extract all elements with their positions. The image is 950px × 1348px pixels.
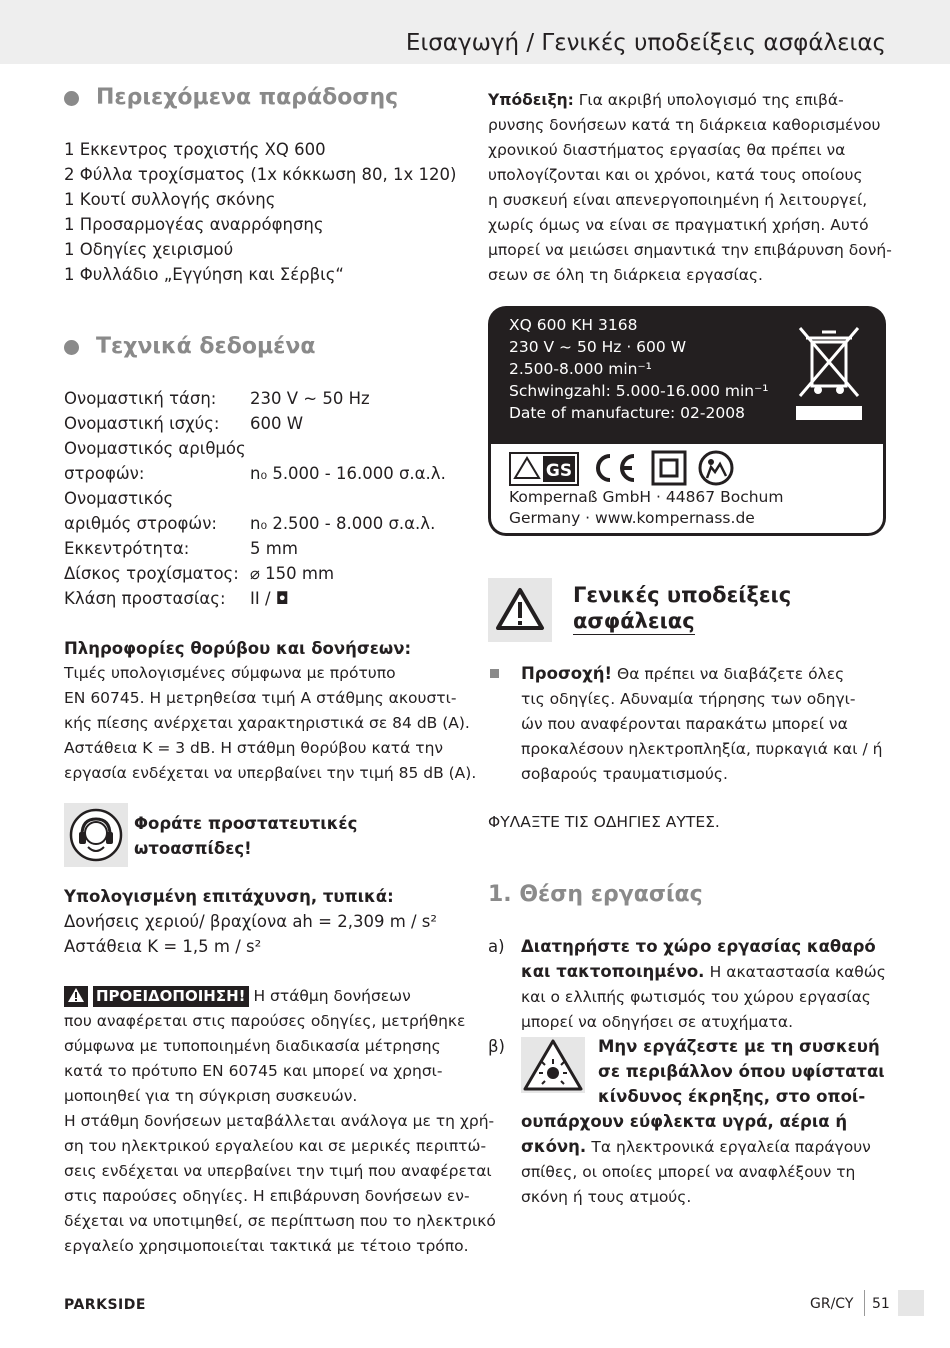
ear-note-line: Φοράτε προστατευτικές [134, 814, 358, 833]
spec-value: 600 W [250, 414, 304, 433]
spec-label: Δίσκος τροχίσματος: [64, 564, 239, 583]
warning-line: ση του ηλεκτρικού εργαλείου και σε μερικές περιπτώ- [64, 1137, 487, 1155]
warning-triangle-icon [64, 986, 88, 1007]
item-b-rest: Τα ηλεκτρονικά εργαλεία παράγουν [591, 1138, 871, 1156]
attention-line: προκαλέσουν ηλεκτροπληξία, πυρκαγιά και / ή [521, 740, 883, 758]
plate-line: XQ 600 KH 3168 [509, 316, 638, 334]
noise-line: κής πίεσης ανέρχεται χαρακτηριστικά σε 84 dB (A). [64, 714, 470, 732]
warning-line: σεις ενδέχεται να υπερβαίνει την τιμή που αναφέρεται [64, 1162, 492, 1180]
item-a-line: μπορεί να οδηγήσει σε ατυχήματα. [521, 1013, 794, 1031]
accel-heading: Υπολογισμένη επιτάχυνση, τυπικά: [64, 887, 394, 906]
attention-line: σοβαρούς τραυματισμούς. [521, 765, 728, 783]
spec-row [64, 386, 464, 411]
spec-value: 230 V ~ 50 Hz [250, 389, 370, 408]
warning-line: στις παρούσες οδηγίες. Η επιβάρυνση δονήσεων εν- [64, 1187, 470, 1205]
explosion-hazard-icon [521, 1037, 585, 1093]
plate-info-area [491, 444, 883, 533]
workplace-heading [488, 880, 703, 910]
spec-row [64, 486, 464, 511]
warning-line: σύμφωνα με τυποποιημένη διαδικασία μέτρησης [64, 1037, 441, 1055]
hint-line: χωρίς όμως να είναι σε πραγματική χρήση. Αυτό [488, 216, 869, 234]
hint-line: χρονικού διαστήματος εργασίας θα πρέπει να [488, 141, 846, 159]
item-b-line: σκόνη ή τους ατμούς. [521, 1188, 692, 1206]
list-item: 1 Κουτί συλλογής σκόνης [64, 190, 276, 209]
list-item: 1 Προσαρμογέας αναρρόφησης [64, 215, 324, 234]
noise-line: Τιμές υπολογισμένες σύμφωνα με πρότυπο [64, 664, 396, 682]
warning-line: Η στάθμη δονήσεων μεταβάλλεται ανάλογα με τη χρή- [64, 1112, 495, 1130]
warning-triangle-icon [488, 578, 552, 642]
spec-label: Ονομαστικός αριθμός [64, 439, 246, 458]
spec-value: 5 mm [250, 539, 298, 558]
list-item: 2 Φύλλα τροχίσματος (1x κόκκωση 80, 1x 120) [64, 165, 457, 184]
footer-tab [898, 1290, 924, 1316]
rating-plate [488, 306, 886, 536]
page-header [0, 0, 950, 64]
attention-line: ών που αναφέρονται παρακάτω μπορεί να [521, 715, 848, 733]
spec-label: Κλάση προστασίας: [64, 589, 226, 608]
section-bullet [64, 91, 79, 106]
spec-label: στροφών: [64, 464, 145, 483]
plate-company: Germany · www.kompernass.de [509, 509, 755, 527]
hint-line: υπολογίζονται και οι χρόνοι, κατά τους οποίους [488, 166, 863, 184]
plate-line: 2.500-8.000 min⁻¹ [509, 360, 652, 378]
warning-section [64, 984, 496, 1259]
delivery-heading: Περιεχόμενα παράδοσης [96, 85, 399, 110]
spec-label: αριθμός στροφών: [64, 514, 217, 533]
page-title: Εισαγωγή / Γενικές υποδείξεις ασφάλειας [405, 30, 886, 56]
warning-line: εργαλείο χρησιμοποιείται τακτικά με τέτοιο τρόπο. [64, 1237, 469, 1255]
hint-label: Υπόδειξη: [488, 91, 574, 109]
spec-value: n₀ 5.000 - 16.000 σ.α.λ. [250, 464, 446, 483]
spec-label: Ονομαστική τάση: [64, 389, 217, 408]
safety-heading-line: ασφάλειας [573, 609, 695, 633]
plate-line: 230 V ~ 50 Hz · 600 W [509, 338, 687, 356]
spec-table [64, 386, 464, 611]
tech-heading: Τεχνικά δεδομένα [96, 334, 316, 359]
hint-first: Για ακριβή υπολογισμό της επιβά- [578, 91, 844, 109]
attention-section [521, 661, 891, 787]
warning-line: μοποιηθεί για τη σύγκριση συσκευών. [64, 1087, 358, 1105]
spec-row [64, 511, 464, 536]
workplace-title: Θέση εργασίας [519, 882, 703, 907]
ear-note [134, 811, 434, 861]
item-a-bold: Διατηρήστε το χώρο εργασίας καθαρό [521, 937, 876, 956]
section-bullet [64, 340, 79, 355]
plate-line: Date of manufacture: 02-2008 [509, 404, 745, 422]
language-code: GR/CY [810, 1296, 854, 1312]
accel-line: Αστάθεια K = 1,5 m / s² [64, 937, 262, 956]
hint-line: σεων σε όλη τη διάρκεια εργασίας. [488, 266, 763, 284]
ear-protection-icon [64, 803, 128, 867]
attention-line: τις οδηγίες. Αδυναμία τήρησης των οδηγι- [521, 690, 856, 708]
svg-text:GS: GS [545, 461, 573, 481]
spec-row [64, 586, 464, 611]
warning-line: κατά το πρότυπο EN 60745 και μπορεί να χρησι- [64, 1062, 443, 1080]
list-item: 1 Οδηγίες χειρισμού [64, 240, 234, 259]
workplace-item-b [521, 1109, 901, 1210]
delivery-list [64, 137, 464, 287]
item-b-bold: ουπάρχουν εύφλεκτα υγρά, αέρια ή [521, 1112, 848, 1131]
item-b-bold: κίνδυνος έκρηξης, στο οποί- [598, 1087, 866, 1106]
item-marker: a) [488, 937, 505, 956]
accel-section [64, 884, 464, 959]
accel-line: Δονήσεις χεριού/ βραχίονα ah = 2,309 m / s² [64, 912, 438, 931]
item-b-bold: σκόνη. [521, 1137, 587, 1156]
warning-line: που αναφέρεται στις παρούσες οδηγίες, μετρήθηκε [64, 1012, 466, 1030]
noise-heading: Πληροφορίες θορύβου και δονήσεων: [64, 639, 412, 658]
workplace-item-a [521, 934, 901, 1035]
hint-section [488, 88, 892, 288]
noise-section [64, 636, 477, 786]
plate-line: Schwingzahl: 5.000-16.000 min⁻¹ [509, 382, 769, 400]
hint-line: ρυνσης δονήσεων κατά τη διάρκεια καθορισμένου [488, 116, 881, 134]
workplace-number: 1. [488, 882, 512, 907]
spec-label: Ονομαστική ισχύς: [64, 414, 220, 433]
safety-heading [573, 582, 873, 635]
ear-note-line: ωτοασπίδες! [134, 839, 252, 858]
weee-bin-icon [794, 324, 864, 429]
page-number: 51 [872, 1296, 890, 1312]
attention-label: Προσοχή! [521, 664, 613, 683]
safety-heading-line: Γενικές υποδείξεις [573, 583, 792, 607]
hint-line: μπορεί να μειώσει σημαντικά την επιβάρυνση δονή- [488, 241, 892, 259]
noise-line: EN 60745. Η μετρηθείσα τιμή Α στάθμης ακουστι- [64, 689, 457, 707]
spec-row [64, 461, 464, 486]
noise-line: εργασία ενδέχεται να υπερβαίνει την τιμή 85 dB (A). [64, 764, 477, 782]
footer-divider [864, 1290, 865, 1316]
warning-label: ΠΡΟΕΙΔΟΠΟΙΗΣΗ! [93, 986, 249, 1007]
item-b-line: σπίθες, οι οποίες μπορεί να αναφλέξουν τη [521, 1163, 856, 1181]
list-item: 1 Φυλλάδιο „Εγγύηση και Σέρβις“ [64, 265, 344, 284]
spec-value: ⌀ 150 mm [250, 564, 335, 583]
item-a-rest: Η ακαταστασία καθώς [709, 963, 886, 981]
list-item: 1 Εκκεντρος τροχιστής XQ 600 [64, 140, 326, 159]
item-a-bold: και τακτοποιημένο. [521, 962, 705, 981]
spec-row [64, 561, 464, 586]
keep-instructions: ΦΥΛΑΞΤΕ ΤΙΣ ΟΔΗΓΙΕΣ ΑΥΤΕΣ. [488, 813, 720, 831]
list-marker [490, 669, 499, 678]
noise-line: Αστάθεια K = 3 dB. Η στάθμη θορύβου κατά την [64, 739, 444, 757]
brand-logo: PARKSIDE [64, 1297, 146, 1313]
spec-row [64, 536, 464, 561]
warning-first: Η στάθμη δονήσεων [253, 987, 411, 1005]
item-b-bold: Μην εργάζεστε με τη συσκευή [598, 1037, 880, 1056]
spec-label: Ονομαστικός [64, 489, 174, 508]
spec-value: II / ◘ [250, 589, 289, 608]
hint-line: η συσκευή είναι απενεργοποιημένη ή λειτουργεί, [488, 191, 868, 209]
workplace-item-b-head [598, 1034, 898, 1109]
item-a-line: και ο ελλιπής φωτισμός του χώρου εργασίας [521, 988, 871, 1006]
spec-label: Εκκεντρότητα: [64, 539, 190, 558]
plate-company: Kompernaß GmbH · 44867 Bochum [509, 488, 784, 506]
item-marker: β) [488, 1037, 505, 1056]
attention-first: Θα πρέπει να διαβάζετε όλες [617, 665, 845, 683]
spec-row [64, 411, 464, 436]
item-b-bold: σε περιβάλλον όπου υφίσταται [598, 1062, 885, 1081]
warning-line: δέχεται να υποτιμηθεί, σε περίπτωση που το ηλεκτρικό [64, 1212, 496, 1230]
spec-value: n₀ 2.500 - 8.000 σ.α.λ. [250, 514, 436, 533]
spec-row [64, 436, 464, 461]
